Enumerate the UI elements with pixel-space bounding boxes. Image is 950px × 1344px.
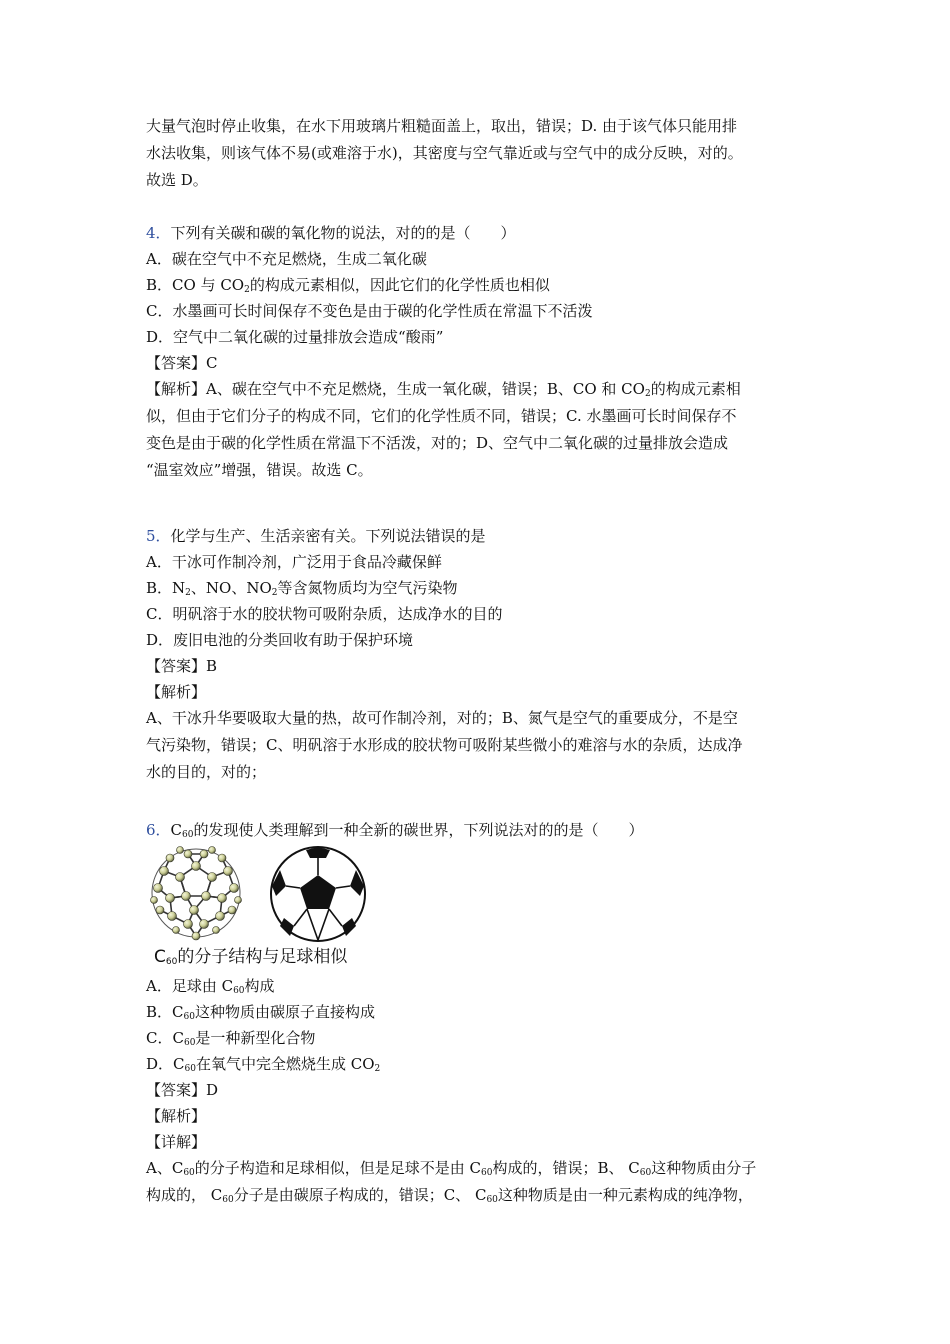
analysis-text: 构成的，错误；B、 C: [492, 1159, 640, 1177]
text-line: 水法收集，则该气体不易(或难溶于水)，其密度与空气靠近或与空气中的成分反映，对的。: [146, 144, 743, 162]
stem-text: 下列有关碳和碳的氧化物的说法，对的的是（ ）: [170, 224, 516, 242]
analysis-heading: 【解析】: [146, 683, 207, 701]
analysis-line: A、干冰升华要吸取大量的热，故可作制冷剂，对的；B、氮气是空气的重要成分，不是空: [146, 709, 738, 727]
option-a: A．碳在空气中不充足燃烧，生成二氧化碳: [146, 250, 427, 268]
analysis-text: 构成的， C: [146, 1186, 223, 1204]
analysis-text: 【解析】A、碳在空气中不充足燃烧，生成一氧化碳，错误；B、CO 和 CO: [146, 380, 645, 398]
question-stem: [146, 817, 812, 843]
analysis-line: “温室效应”增强，错误。故选 C。: [146, 461, 373, 479]
subscript: 60: [165, 957, 178, 967]
option-text: B．C: [146, 1003, 184, 1021]
analysis-text: 这种物质由分子: [651, 1159, 757, 1177]
subscript: 60: [222, 1195, 234, 1205]
question-stem: [146, 523, 812, 549]
answer-line: 【答案】C: [146, 354, 218, 372]
fullerene-molecule-image: [146, 844, 376, 944]
subscript: 60: [233, 986, 245, 996]
option-text: 在氧气中完全燃烧生成 CO: [195, 1055, 375, 1073]
option-text: 等含氮物质均为空气污染物: [277, 579, 458, 597]
soccer-ball-image: [271, 847, 365, 941]
subscript: 2: [644, 389, 651, 399]
analysis-heading: 【解析】: [146, 1107, 207, 1125]
option-text: 、NO、NO: [190, 579, 272, 597]
option-c: [146, 1025, 812, 1051]
answer-line: 【答案】D: [146, 1081, 219, 1099]
answer-line: 【答案】B: [146, 657, 218, 675]
subscript: 2: [374, 1064, 381, 1074]
subscript: 2: [185, 588, 191, 598]
option-text: D．C: [146, 1055, 185, 1073]
question-number: 6．: [146, 821, 171, 839]
option-text: B．CO 与 CO: [146, 276, 245, 294]
option-b: [146, 999, 812, 1025]
question-5: [146, 523, 812, 786]
option-text: 构成: [244, 977, 275, 995]
analysis-line: 变色是由于碳的化学性质在常温下不活泼，对的；D、空气中二氧化碳的过量排放会造成: [146, 434, 729, 452]
detail-heading: 【详解】: [146, 1133, 207, 1151]
analysis-line: [146, 1155, 812, 1182]
question-4: [146, 220, 812, 484]
option-a: [146, 973, 812, 999]
option-d: D．空气中二氧化碳的过量排放会造成“酸雨”: [146, 328, 444, 346]
option-a: A．干冰可作制冷剂，广泛用于食品冷藏保鲜: [146, 553, 442, 571]
text-line: 故选 D。: [146, 171, 208, 189]
option-d: D．废旧电池的分类回收有助于保护环境: [146, 631, 414, 649]
subscript: 60: [183, 1168, 195, 1178]
question-number: 4．: [146, 224, 171, 242]
option-c: C．水墨画可长时间保存不变色是由于碳的化学性质在常温下不活泼: [146, 302, 593, 320]
stem-text: 的发现使人类理解到一种全新的碳世界，下列说法对的的是（ ）: [193, 821, 644, 839]
option-text: A．足球由 C: [146, 977, 234, 995]
subscript: 60: [182, 830, 194, 840]
analysis-line: [146, 376, 812, 403]
option-text: C．C: [146, 1029, 184, 1047]
option-text: 这种物质由碳原子直接构成: [194, 1003, 375, 1021]
subscript: 60: [183, 1012, 195, 1022]
option-text: 的构成元素相似，因此它们的化学性质也相似: [249, 276, 550, 294]
caption-text: C: [154, 947, 166, 967]
question-6-stem: [146, 817, 812, 843]
option-text: 是一种新型化合物: [195, 1029, 316, 1047]
analysis-line: 似，但由于它们分子的构成不同，它们的化学性质不同，错误；C. 水墨画可长时间保存不: [146, 407, 737, 425]
analysis-line: 水的目的，对的；: [146, 763, 267, 781]
analysis-text: A、C: [146, 1159, 184, 1177]
stem-text: 化学与生产、生活亲密有关。下列说法错误的是: [170, 527, 486, 545]
c60-figure: [146, 844, 376, 970]
subscript: 60: [639, 1168, 652, 1178]
subscript: 60: [184, 1064, 196, 1074]
question-6-body: [146, 973, 812, 1209]
option-c: C．明矾溶于水的胶状物可吸附杂质，达成净水的目的: [146, 605, 503, 623]
question-stem: [146, 220, 812, 246]
analysis-text: 分子是由碳原子构成的，错误；C、 C: [233, 1186, 487, 1204]
subscript: 60: [183, 1038, 196, 1048]
stem-text: C: [170, 821, 183, 839]
figure-caption: [154, 942, 347, 967]
prev-explanation-block: [146, 113, 812, 194]
option-d: [146, 1051, 812, 1077]
analysis-text: 的构成元素相: [650, 380, 741, 398]
subscript: 60: [486, 1195, 498, 1205]
option-b: [146, 272, 812, 298]
caption-text: 的分子结构与足球相似: [177, 947, 348, 967]
option-text: B．N: [146, 579, 186, 597]
question-number: 5．: [146, 527, 171, 545]
analysis-text: 这种物质是由一种元素构成的纯净物，: [497, 1186, 753, 1204]
analysis-text: 的分子构造和足球相似，但是足球不是由 C: [194, 1159, 482, 1177]
subscript: 2: [244, 285, 250, 295]
option-b: [146, 575, 812, 601]
analysis-line: 气污染物，错误；C、明矾溶于水形成的胶状物可吸附某些微小的难溶与水的杂质，达成净: [146, 736, 743, 754]
analysis-line: [146, 1182, 812, 1209]
text-line: 大量气泡时停止收集，在水下用玻璃片粗糙面盖上，取出，错误；D. 由于该气体只能用排: [146, 117, 738, 135]
subscript: 2: [271, 588, 278, 598]
subscript: 60: [481, 1168, 493, 1178]
